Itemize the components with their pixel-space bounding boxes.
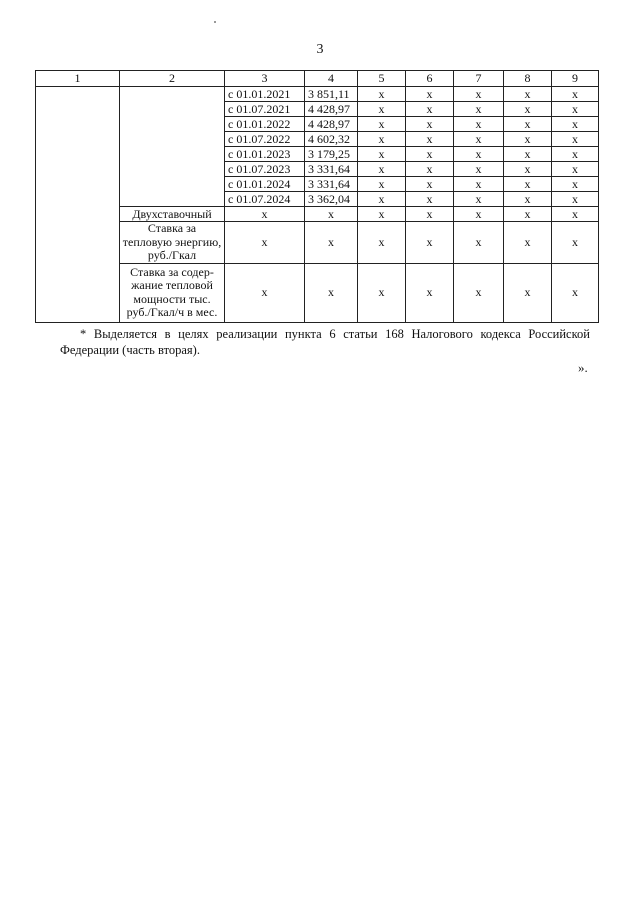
na-cell: х [305,263,358,322]
footnote [60,326,590,358]
na-cell: х [454,222,504,264]
column-header-5: 5 [358,71,406,87]
na-cell: х [454,177,504,192]
period-value: 4 428,97 [305,102,358,117]
period-date: с 01.01.2021 [225,87,305,102]
na-cell: х [504,263,552,322]
table-row [36,87,599,102]
na-cell: х [504,117,552,132]
na-cell: х [358,162,406,177]
two-part-tariff-row [36,207,599,222]
period-date: с 01.07.2023 [225,162,305,177]
na-cell: х [454,102,504,117]
header-row [36,71,599,87]
na-cell: х [225,207,305,222]
energy-rate-row [36,222,599,264]
na-cell: х [504,147,552,162]
period-value: 3 331,64 [305,162,358,177]
na-cell: х [406,177,454,192]
na-cell: х [358,147,406,162]
na-cell: х [552,162,599,177]
na-cell: х [552,207,599,222]
footnote-text: * Выделяется в целях реализации пункта 6 статьи 168 Налогового кодекса Российской Федерации (часть вторая). [60,327,590,357]
period-value: 3 362,04 [305,192,358,207]
energy-rate-label: Ставка за тепловую энергию, руб./Гкал [120,222,225,264]
merged-cell-col2 [120,87,225,207]
period-date: с 01.01.2023 [225,147,305,162]
na-cell: х [454,263,504,322]
na-cell: х [406,162,454,177]
na-cell: х [552,87,599,102]
na-cell: х [358,87,406,102]
na-cell: х [454,147,504,162]
na-cell: х [504,207,552,222]
period-value: 3 179,25 [305,147,358,162]
period-date: с 01.07.2021 [225,102,305,117]
na-cell: х [406,132,454,147]
na-cell: х [406,102,454,117]
period-date: с 01.01.2022 [225,117,305,132]
tariff-table [35,70,599,323]
na-cell: х [454,207,504,222]
column-header-1: 1 [36,71,120,87]
na-cell: х [504,87,552,102]
na-cell: х [406,192,454,207]
na-cell: х [504,192,552,207]
two-part-tariff-label: Двухставочный [120,207,225,222]
na-cell: х [406,207,454,222]
na-cell: х [358,177,406,192]
na-cell: х [358,222,406,264]
na-cell: х [305,222,358,264]
na-cell: х [552,132,599,147]
na-cell: х [305,207,358,222]
period-value: 3 331,64 [305,177,358,192]
na-cell: х [406,117,454,132]
na-cell: х [552,117,599,132]
na-cell: х [454,117,504,132]
na-cell: х [504,177,552,192]
scan-speck [214,21,216,23]
na-cell: х [552,222,599,264]
na-cell: х [552,177,599,192]
na-cell: х [358,102,406,117]
na-cell: х [454,87,504,102]
closing-quote: ». [578,360,588,375]
capacity-rate-row [36,263,599,322]
na-cell: х [552,102,599,117]
na-cell: х [504,102,552,117]
column-header-3: 3 [225,71,305,87]
na-cell: х [504,132,552,147]
na-cell: х [225,222,305,264]
na-cell: х [406,222,454,264]
na-cell: х [552,192,599,207]
na-cell: х [454,162,504,177]
period-date: с 01.07.2022 [225,132,305,147]
column-header-8: 8 [504,71,552,87]
period-date: с 01.07.2024 [225,192,305,207]
na-cell: х [504,222,552,264]
na-cell: х [454,132,504,147]
column-header-6: 6 [406,71,454,87]
na-cell: х [454,192,504,207]
period-value: 4 428,97 [305,117,358,132]
na-cell: х [358,192,406,207]
na-cell: х [358,263,406,322]
na-cell: х [552,147,599,162]
tariff-table-body [36,71,599,323]
na-cell: х [406,147,454,162]
na-cell: х [406,263,454,322]
column-header-7: 7 [454,71,504,87]
na-cell: х [358,207,406,222]
column-header-9: 9 [552,71,599,87]
na-cell: х [552,263,599,322]
column-header-2: 2 [120,71,225,87]
period-value: 3 851,11 [305,87,358,102]
page-number: 3 [316,42,324,57]
na-cell: х [358,132,406,147]
merged-cell-col1 [36,87,120,323]
na-cell: х [504,162,552,177]
na-cell: х [358,117,406,132]
column-header-4: 4 [305,71,358,87]
period-date: с 01.01.2024 [225,177,305,192]
period-value: 4 602,32 [305,132,358,147]
capacity-rate-label: Ставка за содер-жание тепловой мощности тыс. руб./Гкал/ч в мес. [120,263,225,322]
na-cell: х [406,87,454,102]
na-cell: х [225,263,305,322]
